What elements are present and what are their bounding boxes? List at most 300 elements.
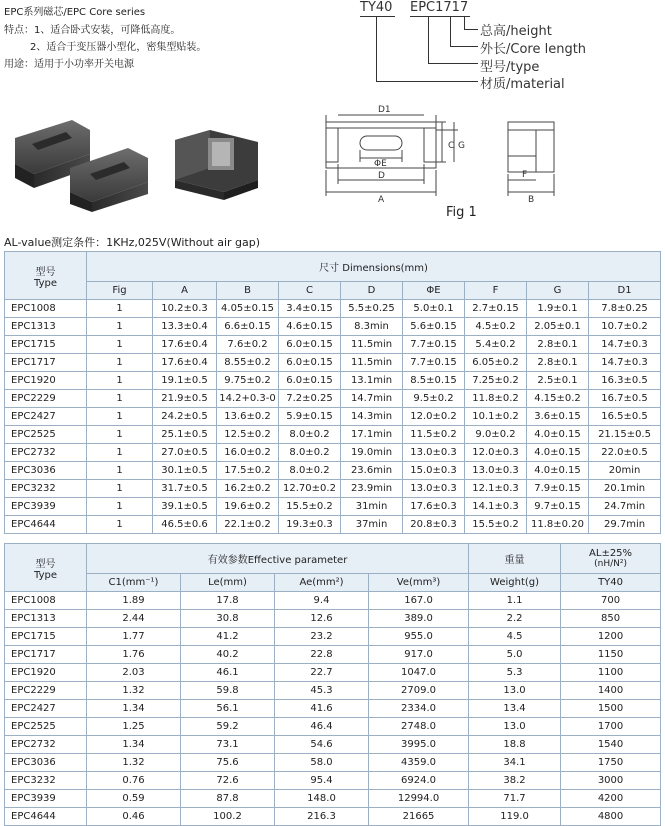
value-cell: 95.4 — [275, 772, 369, 790]
model-cell: EPC2732 — [5, 736, 87, 754]
dim-f-label: F — [522, 170, 528, 180]
value-cell: 917.0 — [369, 646, 469, 664]
leader-line — [376, 81, 478, 82]
value-cell: 8.3min — [341, 318, 403, 336]
value-cell: 45.3 — [275, 682, 369, 700]
value-cell: 7.6±0.2 — [217, 336, 279, 354]
value-cell: 1 — [87, 336, 153, 354]
value-cell: 87.8 — [181, 790, 275, 808]
value-cell: 21.15±0.5 — [589, 426, 661, 444]
value-cell: 14.1±0.3 — [465, 498, 527, 516]
dim-g-label: G — [458, 141, 465, 151]
table-row — [5, 336, 661, 354]
value-cell: 6.0±0.15 — [279, 354, 341, 372]
column-header: Ae(mm²) — [275, 574, 369, 592]
value-cell: 1 — [87, 462, 153, 480]
dim-d-label: D — [378, 171, 385, 181]
model-cell: EPC1717 — [5, 646, 87, 664]
leader-line — [428, 17, 429, 64]
model-cell: EPC3232 — [5, 480, 87, 498]
value-cell: 5.5±0.25 — [341, 300, 403, 318]
model-cell: EPC1313 — [5, 318, 87, 336]
table-row — [5, 480, 661, 498]
value-cell: 9.75±0.2 — [217, 372, 279, 390]
leader-line — [376, 17, 377, 82]
value-cell: 46.1 — [181, 664, 275, 682]
value-cell: 2.03 — [87, 664, 181, 682]
value-cell: 20min — [589, 462, 661, 480]
material-label: 材质/material — [480, 77, 565, 92]
value-cell: 12994.0 — [369, 790, 469, 808]
value-cell: 19.6±0.2 — [217, 498, 279, 516]
value-cell: 1540 — [561, 736, 661, 754]
value-cell: 13.1min — [341, 372, 403, 390]
value-cell: 1.89 — [87, 592, 181, 610]
table-row — [5, 718, 661, 736]
value-cell: 1150 — [561, 646, 661, 664]
value-cell: 3000 — [561, 772, 661, 790]
table-row — [5, 664, 661, 682]
value-cell: 13.0 — [469, 718, 561, 736]
model-cell: EPC1920 — [5, 664, 87, 682]
value-cell: 1 — [87, 318, 153, 336]
value-cell: 37min — [341, 516, 403, 534]
value-cell: 1.77 — [87, 628, 181, 646]
leader-line — [428, 63, 478, 64]
value-cell: 56.1 — [181, 700, 275, 718]
table-row — [5, 628, 661, 646]
value-cell: 119.0 — [469, 808, 561, 826]
model-cell: EPC1717 — [5, 354, 87, 372]
value-cell: 10.2±0.3 — [153, 300, 217, 318]
value-cell: 3.4±0.15 — [279, 300, 341, 318]
value-cell: 4.6±0.15 — [279, 318, 341, 336]
model-cell: EPC4644 — [5, 808, 87, 826]
value-cell: 8.55±0.2 — [217, 354, 279, 372]
value-cell: 25.1±0.5 — [153, 426, 217, 444]
value-cell: 12.0±0.2 — [403, 408, 465, 426]
type-header-cn: 型号 — [35, 558, 56, 570]
type-code: EPC1717 — [410, 0, 469, 15]
value-cell: 1.32 — [87, 754, 181, 772]
column-header: TY40 — [561, 574, 661, 592]
table-row — [5, 408, 661, 426]
value-cell: 8.0±0.2 — [279, 426, 341, 444]
table-row — [5, 498, 661, 516]
value-cell: 167.0 — [369, 592, 469, 610]
value-cell: 4.5 — [469, 628, 561, 646]
dim-b-label: B — [528, 195, 535, 205]
table-row — [5, 682, 661, 700]
value-cell: 1 — [87, 300, 153, 318]
column-header: F — [465, 282, 527, 300]
value-cell: 1.9±0.1 — [527, 300, 589, 318]
value-cell: 58.0 — [275, 754, 369, 772]
model-cell: EPC2229 — [5, 390, 87, 408]
model-cell: EPC1008 — [5, 300, 87, 318]
table-row — [5, 444, 661, 462]
underline — [360, 16, 395, 17]
value-cell: 19.0min — [341, 444, 403, 462]
value-cell: 14.3min — [341, 408, 403, 426]
value-cell: 7.2±0.25 — [279, 390, 341, 408]
value-cell: 12.1±0.3 — [465, 480, 527, 498]
value-cell: 23.6min — [341, 462, 403, 480]
value-cell: 7.8±0.25 — [589, 300, 661, 318]
table-row — [5, 318, 661, 336]
value-cell: 17.6±0.4 — [153, 336, 217, 354]
weight-group-header: 重量 — [469, 544, 561, 574]
table-row — [5, 372, 661, 390]
value-cell: 1.32 — [87, 682, 181, 700]
table-row — [5, 300, 661, 318]
model-cell: EPC1920 — [5, 372, 87, 390]
value-cell: 10.1±0.2 — [465, 408, 527, 426]
value-cell: 6924.0 — [369, 772, 469, 790]
dim-c-label: C — [448, 141, 455, 151]
value-cell: 30.1±0.5 — [153, 462, 217, 480]
value-cell: 39.1±0.5 — [153, 498, 217, 516]
value-cell: 11.5min — [341, 336, 403, 354]
value-cell: 1750 — [561, 754, 661, 772]
value-cell: 7.9±0.15 — [527, 480, 589, 498]
value-cell: 22.0±0.5 — [589, 444, 661, 462]
value-cell: 1.76 — [87, 646, 181, 664]
value-cell: 216.3 — [275, 808, 369, 826]
value-cell: 1 — [87, 498, 153, 516]
value-cell: 17.8 — [181, 592, 275, 610]
value-cell: 13.6±0.2 — [217, 408, 279, 426]
type-header-en: Type — [34, 569, 57, 581]
table-row — [5, 592, 661, 610]
value-cell: 11.8±0.2 — [465, 390, 527, 408]
model-cell: EPC2525 — [5, 426, 87, 444]
column-header: Weight(g) — [469, 574, 561, 592]
value-cell: 31.7±0.5 — [153, 480, 217, 498]
value-cell: 72.6 — [181, 772, 275, 790]
column-header: B — [217, 282, 279, 300]
type-header-en: Type — [34, 277, 57, 289]
value-cell: 0.46 — [87, 808, 181, 826]
model-cell: EPC3939 — [5, 498, 87, 516]
value-cell: 41.2 — [181, 628, 275, 646]
value-cell: 15.5±0.2 — [279, 498, 341, 516]
value-cell: 18.8 — [469, 736, 561, 754]
value-cell: 4800 — [561, 808, 661, 826]
value-cell: 2.8±0.1 — [527, 354, 589, 372]
material-code: TY40 — [360, 0, 393, 15]
value-cell: 11.8±0.20 — [527, 516, 589, 534]
model-cell: EPC3939 — [5, 790, 87, 808]
table-row — [5, 426, 661, 444]
model-cell: EPC3232 — [5, 772, 87, 790]
value-cell: 4.05±0.15 — [217, 300, 279, 318]
column-header: ΦE — [403, 282, 465, 300]
value-cell: 19.1±0.5 — [153, 372, 217, 390]
column-header: Fig — [87, 282, 153, 300]
usage-line: 用途：适用于小功率开关电源 — [4, 59, 134, 70]
column-header: G — [527, 282, 589, 300]
value-cell: 16.2±0.2 — [217, 480, 279, 498]
al-group-header — [561, 544, 661, 574]
value-cell: 2.8±0.1 — [527, 336, 589, 354]
value-cell: 59.2 — [181, 718, 275, 736]
value-cell: 2748.0 — [369, 718, 469, 736]
leader-line — [464, 29, 478, 30]
value-cell: 14.7±0.3 — [589, 336, 661, 354]
model-cell: EPC4644 — [5, 516, 87, 534]
table-row — [5, 700, 661, 718]
value-cell: 5.3 — [469, 664, 561, 682]
dimensions-group-header: 尺寸 Dimensions(mm) — [87, 252, 661, 282]
value-cell: 4.5±0.2 — [465, 318, 527, 336]
series-title: EPC系列磁芯/EPC Core series — [4, 7, 146, 18]
value-cell: 46.4 — [275, 718, 369, 736]
value-cell: 9.7±0.15 — [527, 498, 589, 516]
dimensions-table — [4, 251, 661, 534]
value-cell: 1500 — [561, 700, 661, 718]
value-cell: 75.6 — [181, 754, 275, 772]
dim-a-label: A — [378, 195, 385, 205]
table-row — [5, 772, 661, 790]
value-cell: 17.6±0.3 — [403, 498, 465, 516]
test-condition: AL-value测定条件：1KHz,025V(Without air gap) — [4, 236, 261, 249]
value-cell: 21665 — [369, 808, 469, 826]
table-row — [5, 754, 661, 772]
value-cell: 2.7±0.15 — [465, 300, 527, 318]
value-cell: 14.2+0.3-0 — [217, 390, 279, 408]
value-cell: 13.4 — [469, 700, 561, 718]
value-cell: 1100 — [561, 664, 661, 682]
value-cell: 2.5±0.1 — [527, 372, 589, 390]
dim-d1-label: D1 — [378, 105, 391, 115]
value-cell: 6.6±0.15 — [217, 318, 279, 336]
table-row — [5, 790, 661, 808]
value-cell: 16.0±0.2 — [217, 444, 279, 462]
value-cell: 100.2 — [181, 808, 275, 826]
value-cell: 9.5±0.2 — [403, 390, 465, 408]
value-cell: 15.0±0.3 — [403, 462, 465, 480]
value-cell: 1.25 — [87, 718, 181, 736]
value-cell: 1200 — [561, 628, 661, 646]
value-cell: 13.0±0.3 — [465, 462, 527, 480]
value-cell: 8.0±0.2 — [279, 462, 341, 480]
value-cell: 29.7min — [589, 516, 661, 534]
value-cell: 23.9min — [341, 480, 403, 498]
table-row — [5, 390, 661, 408]
value-cell: 59.8 — [181, 682, 275, 700]
model-cell: EPC3036 — [5, 754, 87, 772]
model-cell: EPC2732 — [5, 444, 87, 462]
column-header: Ve(mm³) — [369, 574, 469, 592]
value-cell: 31min — [341, 498, 403, 516]
value-cell: 11.5min — [341, 354, 403, 372]
table-row — [5, 610, 661, 628]
value-cell: 22.1±0.2 — [217, 516, 279, 534]
value-cell: 850 — [561, 610, 661, 628]
value-cell: 40.2 — [181, 646, 275, 664]
value-cell: 38.2 — [469, 772, 561, 790]
value-cell: 2.44 — [87, 610, 181, 628]
value-cell: 17.1min — [341, 426, 403, 444]
value-cell: 2709.0 — [369, 682, 469, 700]
value-cell: 16.7±0.5 — [589, 390, 661, 408]
value-cell: 24.7min — [589, 498, 661, 516]
value-cell: 24.2±0.5 — [153, 408, 217, 426]
value-cell: 1 — [87, 480, 153, 498]
value-cell: 34.1 — [469, 754, 561, 772]
type-header — [5, 544, 87, 592]
value-cell: 20.8±0.3 — [403, 516, 465, 534]
value-cell: 3995.0 — [369, 736, 469, 754]
value-cell: 5.0±0.1 — [403, 300, 465, 318]
value-cell: 1400 — [561, 682, 661, 700]
value-cell: 148.0 — [275, 790, 369, 808]
value-cell: 1047.0 — [369, 664, 469, 682]
value-cell: 1.1 — [469, 592, 561, 610]
feature-line-2: 2、适合于变压器小型化，密集型贴装。 — [30, 42, 207, 53]
table-row — [5, 354, 661, 372]
value-cell: 13.0±0.3 — [403, 444, 465, 462]
value-cell: 14.7min — [341, 390, 403, 408]
value-cell: 46.5±0.6 — [153, 516, 217, 534]
model-cell: EPC3036 — [5, 462, 87, 480]
al-header: AL±25% — [589, 548, 633, 559]
value-cell: 14.7±0.3 — [589, 354, 661, 372]
column-header: C1(mm⁻¹) — [87, 574, 181, 592]
value-cell: 10.7±0.2 — [589, 318, 661, 336]
value-cell: 5.9±0.15 — [279, 408, 341, 426]
value-cell: 8.0±0.2 — [279, 444, 341, 462]
model-cell: EPC1715 — [5, 336, 87, 354]
table-row — [5, 462, 661, 480]
value-cell: 16.5±0.5 — [589, 408, 661, 426]
value-cell: 22.7 — [275, 664, 369, 682]
value-cell: 30.8 — [181, 610, 275, 628]
value-cell: 9.4 — [275, 592, 369, 610]
value-cell: 1 — [87, 426, 153, 444]
height-label: 总高/height — [480, 24, 552, 39]
value-cell: 4200 — [561, 790, 661, 808]
leader-line — [450, 46, 478, 47]
value-cell: 12.5±0.2 — [217, 426, 279, 444]
column-header: Le(mm) — [181, 574, 275, 592]
model-cell: EPC2525 — [5, 718, 87, 736]
value-cell: 54.6 — [275, 736, 369, 754]
value-cell: 700 — [561, 592, 661, 610]
value-cell: 6.0±0.15 — [279, 336, 341, 354]
feature-line-1: 特点：1、适合卧式安装，可降低高度。 — [4, 25, 181, 36]
value-cell: 20.1min — [589, 480, 661, 498]
value-cell: 0.59 — [87, 790, 181, 808]
value-cell: 2334.0 — [369, 700, 469, 718]
value-cell: 6.05±0.2 — [465, 354, 527, 372]
value-cell: 17.6±0.4 — [153, 354, 217, 372]
value-cell: 71.7 — [469, 790, 561, 808]
value-cell: 7.25±0.2 — [465, 372, 527, 390]
value-cell: 4.0±0.15 — [527, 462, 589, 480]
model-cell: EPC1313 — [5, 610, 87, 628]
column-header: D1 — [589, 282, 661, 300]
type-header — [5, 252, 87, 300]
model-cell: EPC2427 — [5, 700, 87, 718]
table-row — [5, 646, 661, 664]
length-label: 外长/Core length — [480, 42, 587, 57]
model-cell: EPC2229 — [5, 682, 87, 700]
value-cell: 9.0±0.2 — [465, 426, 527, 444]
value-cell: 27.0±0.5 — [153, 444, 217, 462]
value-cell: 13.3±0.4 — [153, 318, 217, 336]
leader-line — [450, 17, 451, 47]
value-cell: 21.9±0.5 — [153, 390, 217, 408]
value-cell: 12.70±0.2 — [279, 480, 341, 498]
value-cell: 15.5±0.2 — [465, 516, 527, 534]
model-cell: EPC1715 — [5, 628, 87, 646]
model-cell: EPC2427 — [5, 408, 87, 426]
model-cell: EPC1008 — [5, 592, 87, 610]
fig-caption: Fig 1 — [446, 205, 477, 220]
table-row — [5, 808, 661, 826]
value-cell: 19.3±0.3 — [279, 516, 341, 534]
value-cell: 1 — [87, 516, 153, 534]
value-cell: 4.15±0.2 — [527, 390, 589, 408]
value-cell: 2.2 — [469, 610, 561, 628]
value-cell: 1 — [87, 390, 153, 408]
value-cell: 2.05±0.1 — [527, 318, 589, 336]
value-cell: 5.4±0.2 — [465, 336, 527, 354]
al-unit: (nH/N²) — [594, 559, 627, 569]
value-cell: 1 — [87, 408, 153, 426]
value-cell: 13.0 — [469, 682, 561, 700]
type-label: 型号/type — [480, 60, 540, 75]
column-header: D — [341, 282, 403, 300]
effective-group-header: 有效参数Effective parameter — [87, 544, 469, 574]
value-cell: 4.0±0.15 — [527, 426, 589, 444]
core-photo-image — [10, 108, 270, 213]
value-cell: 4.0±0.15 — [527, 444, 589, 462]
value-cell: 3.6±0.15 — [527, 408, 589, 426]
value-cell: 5.6±0.15 — [403, 318, 465, 336]
value-cell: 1 — [87, 372, 153, 390]
table-row — [5, 736, 661, 754]
table-row — [5, 516, 661, 534]
value-cell: 4359.0 — [369, 754, 469, 772]
value-cell: 12.6 — [275, 610, 369, 628]
value-cell: 22.8 — [275, 646, 369, 664]
value-cell: 12.0±0.3 — [465, 444, 527, 462]
value-cell: 17.5±0.2 — [217, 462, 279, 480]
value-cell: 1.34 — [87, 700, 181, 718]
value-cell: 41.6 — [275, 700, 369, 718]
value-cell: 1700 — [561, 718, 661, 736]
value-cell: 0.76 — [87, 772, 181, 790]
value-cell: 955.0 — [369, 628, 469, 646]
underline — [410, 16, 470, 17]
column-header: A — [153, 282, 217, 300]
value-cell: 23.2 — [275, 628, 369, 646]
value-cell: 1 — [87, 354, 153, 372]
type-header-cn: 型号 — [35, 266, 56, 278]
value-cell: 13.0±0.3 — [403, 480, 465, 498]
value-cell: 389.0 — [369, 610, 469, 628]
value-cell: 7.7±0.15 — [403, 336, 465, 354]
dimension-drawing — [318, 100, 568, 205]
dim-phie-label: ΦE — [374, 159, 387, 169]
value-cell: 1.34 — [87, 736, 181, 754]
value-cell: 73.1 — [181, 736, 275, 754]
effective-parameter-table — [4, 543, 661, 826]
value-cell: 11.5±0.2 — [403, 426, 465, 444]
